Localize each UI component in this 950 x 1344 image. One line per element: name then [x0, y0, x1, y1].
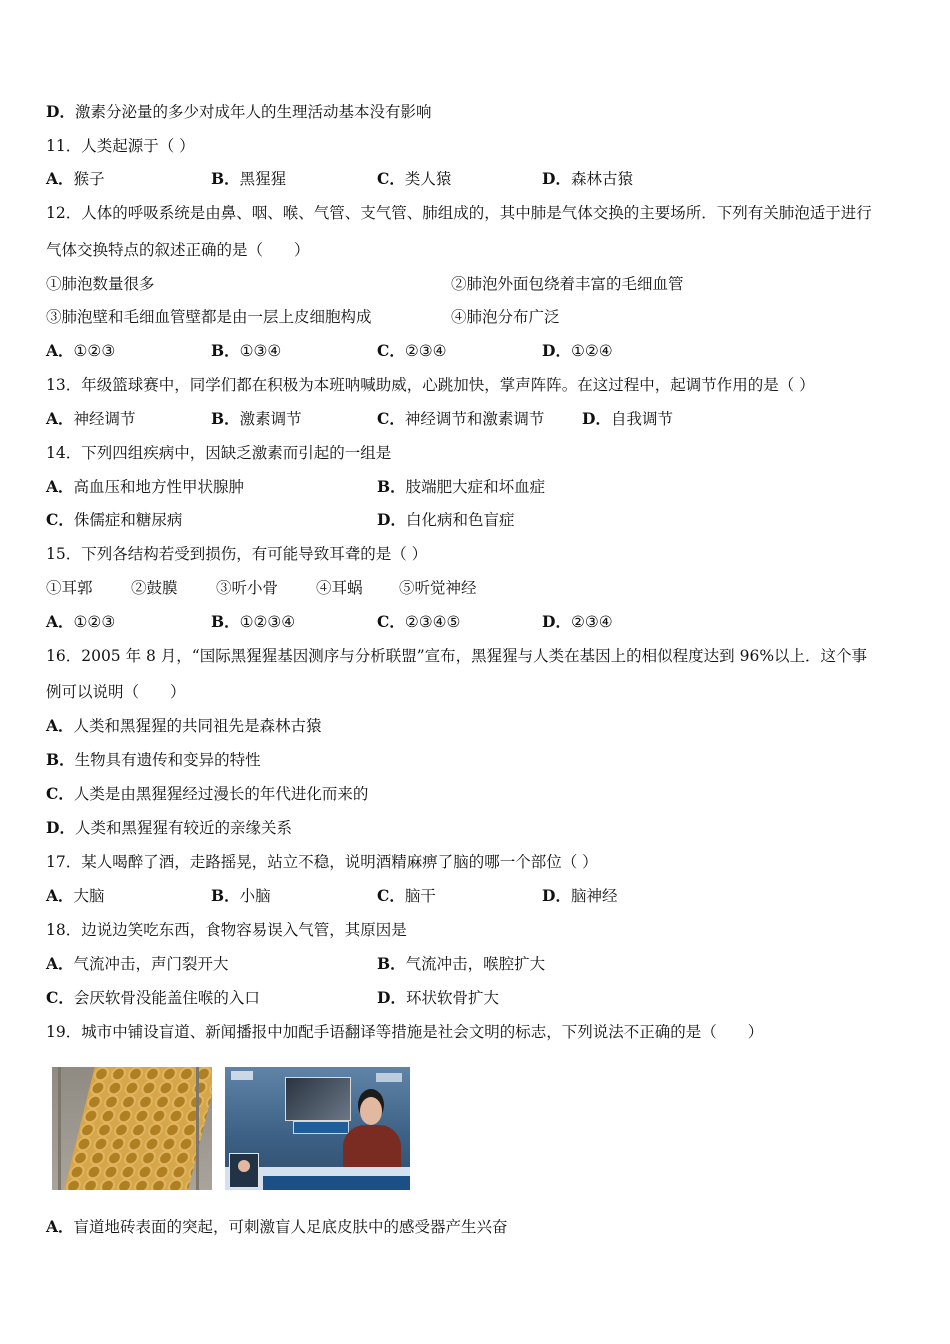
q12-option-a: A．①②③ [46, 341, 116, 360]
q12-option-c: C．②③④ [377, 341, 447, 360]
q18-option-c: C．会厌软骨没能盖住喉的入口 [46, 988, 260, 1007]
q13-stem: 13．年级篮球赛中，同学们都在积极为本班呐喊助威，心跳加快，掌声阵阵。在这过程中，起调节作用的是（ ） [46, 376, 815, 394]
news-sign-language-photo [225, 1067, 410, 1190]
q19-stem: 19．城市中铺设盲道、新闻播报中加配手语翻译等措施是社会文明的标志，下列说法不正确的是（ ） [46, 1023, 764, 1041]
q17-option-d: D．脑神经 [542, 886, 618, 905]
q11-option-b: B．黑猩猩 [211, 169, 287, 188]
q12-statement-3: ③肺泡壁和毛细血管壁都是由一层上皮细胞构成 [46, 308, 372, 326]
q16-option-c: C．人类是由黑猩猩经过漫长的年代进化而来的 [46, 784, 369, 803]
q12-option-b: B．①③④ [211, 341, 282, 360]
q15-part-2: ②鼓膜 [131, 579, 178, 597]
q12-statement-2: ②肺泡外面包绕着丰富的毛细血管 [451, 275, 684, 293]
q13-option-c: C．神经调节和激素调节 [377, 409, 545, 428]
q14-option-d: D．白化病和色盲症 [377, 510, 515, 529]
q19-option-a: A．盲道地砖表面的突起，可刺激盲人足底皮肤中的感受器产生兴奋 [46, 1217, 508, 1236]
q15-option-b: B．①②③④ [211, 612, 296, 631]
q15-option-d: D．②③④ [542, 612, 613, 631]
q17-option-c: C．脑干 [377, 886, 436, 905]
q12-statement-1: ①肺泡数量很多 [46, 275, 155, 293]
q11-stem: 11．人类起源于（ ） [46, 137, 195, 155]
q11-option-d: D．森林古猿 [542, 169, 633, 188]
q18-stem: 18．边说边笑吃东西，食物容易误入气管，其原因是 [46, 921, 407, 939]
q13-option-d: D．自我调节 [582, 409, 673, 428]
q18-option-d: D．环状软骨扩大 [377, 988, 499, 1007]
q13-option-a: A．神经调节 [46, 409, 136, 428]
q12-option-d: D．①②④ [542, 341, 613, 360]
q15-part-5: ⑤听觉神经 [399, 579, 477, 597]
q12-stem-line1: 12．人体的呼吸系统是由鼻、咽、喉、气管、支气管、肺组成的，其中肺是气体交换的主要场所．下列有关肺泡适于进行 [46, 204, 872, 222]
q16-stem-line2: 例可以说明（ ） [46, 683, 186, 701]
q15-option-a: A．①②③ [46, 612, 116, 631]
q11-option-a: A．猴子 [46, 169, 105, 188]
q16-option-d: D．人类和黑猩猩有较近的亲缘关系 [46, 818, 292, 837]
q14-option-a: A．高血压和地方性甲状腺肿 [46, 477, 245, 496]
q17-option-b: B．小脑 [211, 886, 271, 905]
q17-option-a: A．大脑 [46, 886, 105, 905]
q17-stem: 17．某人喝醉了酒，走路摇晃，站立不稳，说明酒精麻痹了脑的哪一个部位（ ） [46, 853, 598, 871]
q15-part-4: ④耳蜗 [316, 579, 363, 597]
q16-option-a: A．人类和黑猩猩的共同祖先是森林古猿 [46, 716, 322, 735]
q14-option-b: B．肢端肥大症和坏血症 [377, 477, 546, 496]
q13-option-b: B．激素调节 [211, 409, 302, 428]
q15-part-3: ③听小骨 [216, 579, 279, 597]
q14-stem: 14．下列四组疾病中，因缺乏激素而引起的一组是 [46, 444, 392, 462]
tactile-paving-photo [52, 1067, 212, 1190]
q16-option-b: B．生物具有遗传和变异的特性 [46, 750, 261, 769]
q15-part-1: ①耳郭 [46, 579, 93, 597]
q11-option-c: C．类人猿 [377, 169, 452, 188]
q12-statement-4: ④肺泡分布广泛 [451, 308, 560, 326]
q12-stem-line2: 气体交换特点的叙述正确的是（ ） [46, 241, 310, 259]
q18-option-a: A．气流冲击，声门裂开大 [46, 954, 229, 973]
q15-stem: 15．下列各结构若受到损伤，有可能导致耳聋的是（ ） [46, 545, 428, 563]
q16-stem-line1: 16．2005 年 8 月，“国际黑猩猩基因测序与分析联盟”宣布，黑猩猩与人类在基因上的相似程度达到 96%以上．这个事 [46, 647, 868, 665]
q15-option-c: C．②③④⑤ [377, 612, 461, 631]
q14-option-c: C．侏儒症和糖尿病 [46, 510, 183, 529]
q18-option-b: B．气流冲击，喉腔扩大 [377, 954, 546, 973]
q10-option-d: D．激素分泌量的多少对成年人的生理活动基本没有影响 [46, 102, 432, 121]
